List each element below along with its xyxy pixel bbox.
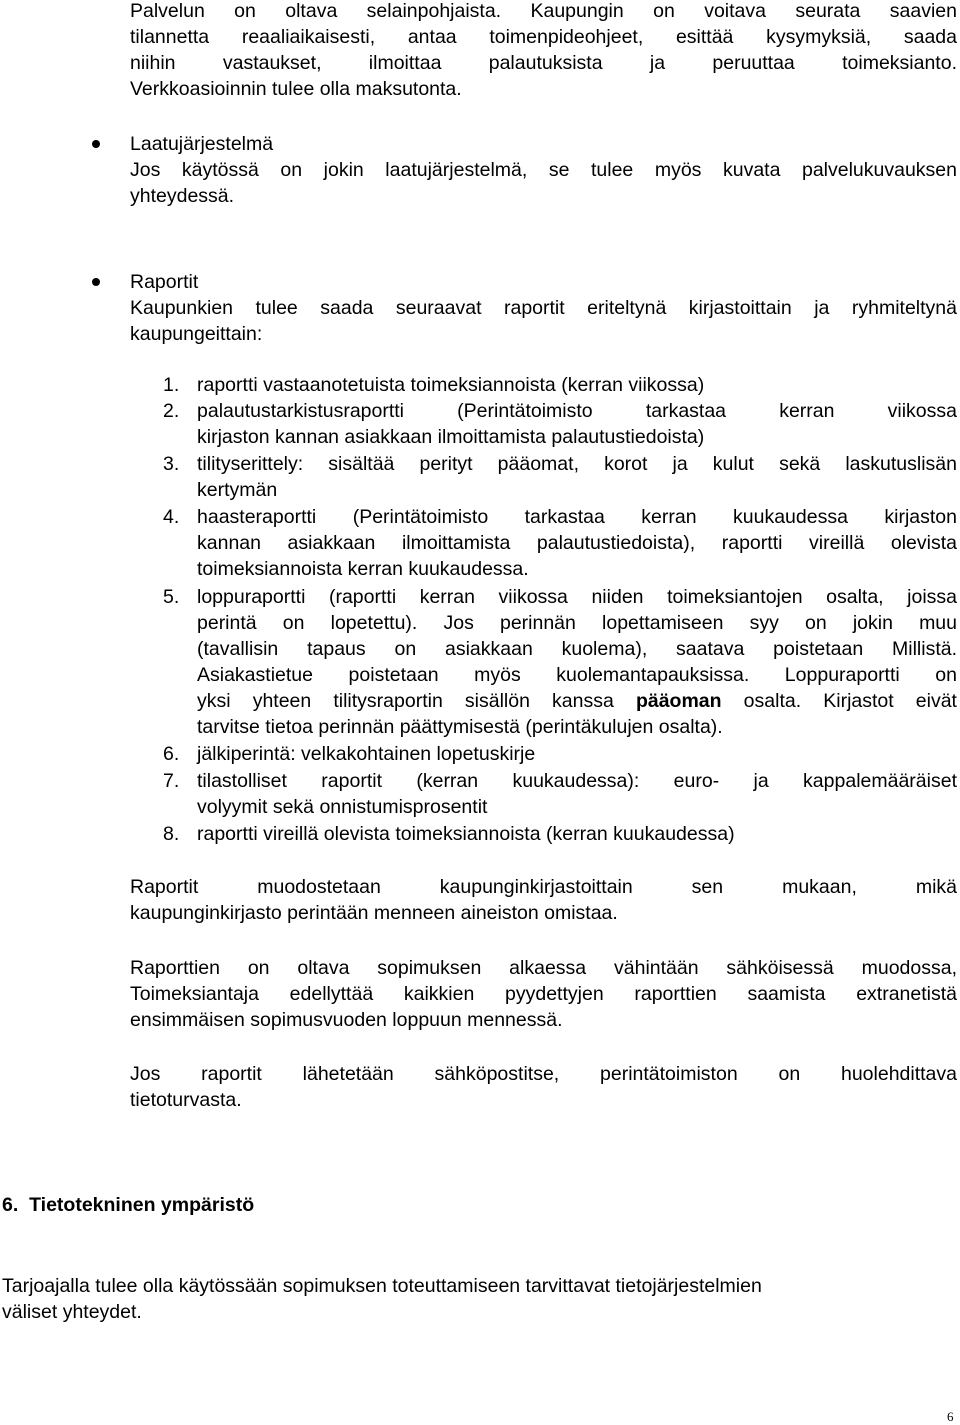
list-item: kertymän — [197, 479, 278, 501]
bullet-text-line: kaupungeittain: — [130, 323, 263, 345]
intro-line: tilannetta reaaliaikaisesti, antaa toimenpideohjeet, esittää kysymyksiä, saada — [130, 26, 957, 48]
paragraph-line: Raportit muodostetaan kaupunginkirjastoittain sen mukaan, mikä — [130, 876, 957, 898]
paragraph-line: tietoturvasta. — [130, 1089, 242, 1111]
list-number: 7. — [163, 770, 180, 792]
list-item: toimeksiannoista kerran kuukaudessa. — [197, 558, 529, 580]
bullet-text-line: yhteydessä. — [130, 185, 235, 207]
list-item: volyymit sekä onnistumisprosentit — [197, 796, 488, 818]
list-item: raportti vastaanotetuista toimeksiannoista (kerran viikossa) — [197, 374, 705, 396]
list-item: raportti vireillä olevista toimeksiannoista (kerran kuukaudessa) — [197, 823, 735, 845]
bullet-icon — [92, 278, 100, 286]
list-item-text: yksi yhteen tilitysraportin sisällön kanssa — [197, 690, 636, 712]
list-number: 6. — [163, 743, 180, 765]
bold-term: pääoman — [635, 690, 722, 712]
list-item: (tavallisin tapaus on asiakkaan kuolema), saatava poistetaan Millistä. — [197, 638, 957, 660]
list-number: 5. — [163, 586, 180, 608]
list-item: loppuraportti (raportti kerran viikossa niiden toimeksiantojen osalta, joissa — [197, 586, 957, 608]
list-number: 8. — [163, 823, 180, 845]
list-item: tilityserittely: sisältää perityt pääomat, korot ja kulut sekä laskutuslisän — [197, 453, 957, 475]
bullet-title: Raportit — [130, 271, 199, 293]
list-item: jälkiperintä: velkakohtainen lopetuskirje — [197, 743, 536, 765]
bullet-icon — [92, 140, 100, 148]
paragraph-line: Toimeksiantaja edellyttää kaikkien pyydettyjen raporttien saamista extranetistä — [130, 983, 957, 1005]
list-number: 3. — [163, 453, 180, 475]
paragraph-line: ensimmäisen sopimusvuoden loppuun mennessä. — [130, 1009, 563, 1031]
bullet-text-line: Kaupunkien tulee saada seuraavat raportit eriteltynä kirjastoittain ja ryhmiteltynä — [130, 297, 957, 319]
list-number: 2. — [163, 400, 180, 422]
list-item: kirjaston kannan asiakkaan ilmoittamista palautustiedoista) — [197, 426, 705, 448]
bullet-text-line: Jos käytössä on jokin laatujärjestelmä, se tulee myös kuvata palvelukuvauksen — [130, 159, 957, 181]
list-item: perintä on lopetettu). Jos perinnän lopettamiseen syy on jokin muu — [197, 612, 957, 634]
page-number: 6 — [947, 1409, 954, 1424]
list-item: tarvitse tietoa perinnän päättymisestä (perintäkulujen osalta). — [197, 716, 723, 738]
intro-line: niihin vastaukset, ilmoittaa palautuksista ja peruuttaa toimeksianto. — [130, 52, 957, 74]
bullet-title: Laatujärjestelmä — [130, 133, 274, 155]
paragraph-line: Jos raportit lähetetään sähköpostitse, perintätoimiston on huolehdittava — [130, 1063, 957, 1085]
list-number: 4. — [163, 506, 180, 528]
section-heading: 6. Tietotekninen ympäristö — [2, 1194, 255, 1216]
section-text-line: väliset yhteydet. — [2, 1301, 142, 1323]
list-number: 1. — [163, 374, 180, 396]
list-item: tilastolliset raportit (kerran kuukaudessa): euro- ja kappalemääräiset — [197, 770, 957, 792]
intro-line: Palvelun on oltava selainpohjaista. Kaupungin on voitava seurata saavien — [130, 0, 957, 22]
list-item: Asiakastietue poistetaan myös kuolemantapauksissa. Loppuraportti on — [197, 664, 957, 686]
paragraph-line: Raporttien on oltava sopimuksen alkaessa vähintään sähköisessä muodossa, — [130, 957, 957, 979]
list-item: kannan asiakkaan ilmoittamista palautustiedoista), raportti vireillä olevista — [197, 532, 957, 554]
paragraph-line: kaupunginkirjasto perintään menneen aineiston omistaa. — [130, 902, 618, 924]
intro-line: Verkkoasioinnin tulee olla maksutonta. — [130, 78, 462, 100]
list-item — [197, 688, 957, 714]
list-item: palautustarkistusraportti (Perintätoimisto tarkastaa kerran viikossa — [197, 400, 957, 422]
list-item: haasteraportti (Perintätoimisto tarkastaa kerran kuukaudessa kirjaston — [197, 506, 957, 528]
section-text-line: Tarjoajalla tulee olla käytössään sopimuksen toteuttamiseen tarvittavat tietojärjestelmien — [2, 1275, 762, 1297]
list-item-text: osalta. Kirjastot eivät — [721, 690, 957, 712]
